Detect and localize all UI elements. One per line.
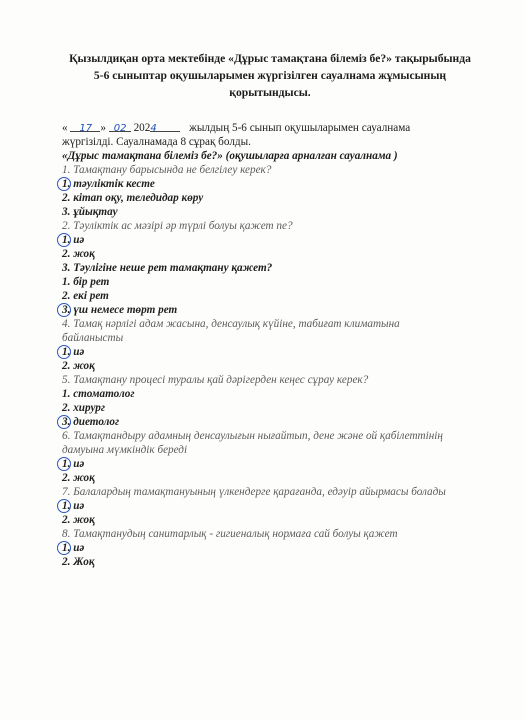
title-line-2: 5-6 сыныптар оқушыларымен жүргізілген сауалнама жұмысының [93, 69, 447, 82]
answer-option-label: 1. иә [62, 542, 85, 554]
answer-option [62, 359, 482, 373]
answer-option-label: 3. ұйықтау [62, 206, 118, 218]
selected-answer-circle [57, 177, 71, 191]
answer-option-label: 1. тәуліктік кесте [62, 178, 155, 190]
question-text: 3. Тәулігіне неше рет тамақтану қажет? [62, 262, 273, 274]
answer-option [62, 471, 482, 485]
answer-option-label: 2. жоқ [62, 360, 95, 372]
question-text: 4. Тамақ нәрлігі адам жасына, денсаулық күйіне, табиғат климатына [62, 318, 400, 330]
answer-option [62, 401, 482, 415]
answer-option [62, 513, 482, 527]
answer-option-label: 1. иә [62, 458, 85, 470]
selected-answer-circle [57, 541, 71, 555]
date-line-rest: жылдың 5-6 сынып оқушыларымен сауалнама [189, 122, 411, 134]
question-text: 2. Тәуліктік ас мәзірі әр түрлі болуы қажет пе? [62, 220, 293, 232]
selected-answer-circle [57, 233, 71, 247]
handwritten-month: 02 [113, 123, 127, 134]
answer-option-label: 2. хирург [62, 402, 105, 414]
answer-option [62, 289, 482, 303]
title-line-1: Қызылдиқан орта мектебінде «Дұрыс тамақтана білеміз бе?» тақырыбында [69, 52, 471, 65]
answer-option [62, 233, 482, 247]
question-text: 6. Тамақтандыру адамның денсаулығын нығайтып, дене және ой қабілеттінің [62, 430, 443, 442]
answer-option [62, 555, 482, 569]
survey-body [62, 121, 482, 569]
question-text-continued: дамуына мүмкіндік береді [62, 444, 188, 456]
answer-option-label: 1. бір рет [62, 276, 110, 288]
answer-option [62, 247, 482, 261]
selected-answer-circle [57, 415, 71, 429]
selected-answer-circle [57, 457, 71, 471]
answer-option-label: 2. екі рет [62, 290, 109, 302]
document-title [50, 50, 490, 101]
answer-option [62, 387, 482, 401]
answer-option-label: 3. үш немесе төрт рет [62, 304, 178, 316]
answer-option [62, 415, 482, 429]
question-text-continued: байланысты [62, 332, 124, 344]
answer-option-label: 2. жоқ [62, 472, 95, 484]
answer-option [62, 275, 482, 289]
answer-option [62, 191, 482, 205]
answer-option-label: 3. диетолог [62, 416, 120, 428]
answer-option-label: 1. иә [62, 234, 85, 246]
handwritten-year-digit: 4 [150, 123, 157, 134]
handwritten-day: 17 [79, 123, 93, 134]
answer-option-label: 2. Жоқ [62, 556, 95, 568]
answer-option [62, 303, 482, 317]
answer-option [62, 205, 482, 219]
answer-option-label: 1. стоматолог [62, 388, 135, 400]
question-text: 1. Тамақтану барысында не белгілеу керек? [62, 164, 272, 176]
selected-answer-circle [57, 499, 71, 513]
intro-line-2: жүргізілді. Сауалнамада 8 сұрақ болды. [62, 136, 251, 148]
answer-option-label: 2. жоқ [62, 514, 95, 526]
title-line-3: қорытындысы. [229, 86, 311, 99]
answer-option [62, 457, 482, 471]
question-text: 5. Тамақтану процесі туралы қай дәрігерден кеңес сұрау керек? [62, 374, 369, 386]
survey-subtitle: «Дұрыс тамақтана білеміз бе?» (оқушыларға арналған сауалнама ) [62, 150, 398, 162]
question-text: 7. Балалардың тамақтануының үлкендерге қарағанда, едәуір айырмасы болады [62, 486, 446, 498]
answer-option [62, 499, 482, 513]
answer-option-label: 1. иә [62, 500, 85, 512]
question-text: 8. Тамақтанудың санитарлық - гигиеналық нормаға сай болуы қажет [62, 528, 398, 540]
question-list [62, 163, 482, 569]
answer-option-label: 1. иә [62, 346, 85, 358]
answer-option [62, 541, 482, 555]
answer-option [62, 177, 482, 191]
selected-answer-circle [57, 345, 71, 359]
answer-option [62, 345, 482, 359]
answer-option-label: 2. жоқ [62, 248, 95, 260]
selected-answer-circle [57, 303, 71, 317]
answer-option-label: 2. кітап оқу, теледидар көру [62, 192, 204, 204]
date-line: « 17 » 02 2024 жылдың 5-6 сынып оқушыларымен сауалнама [62, 122, 411, 134]
